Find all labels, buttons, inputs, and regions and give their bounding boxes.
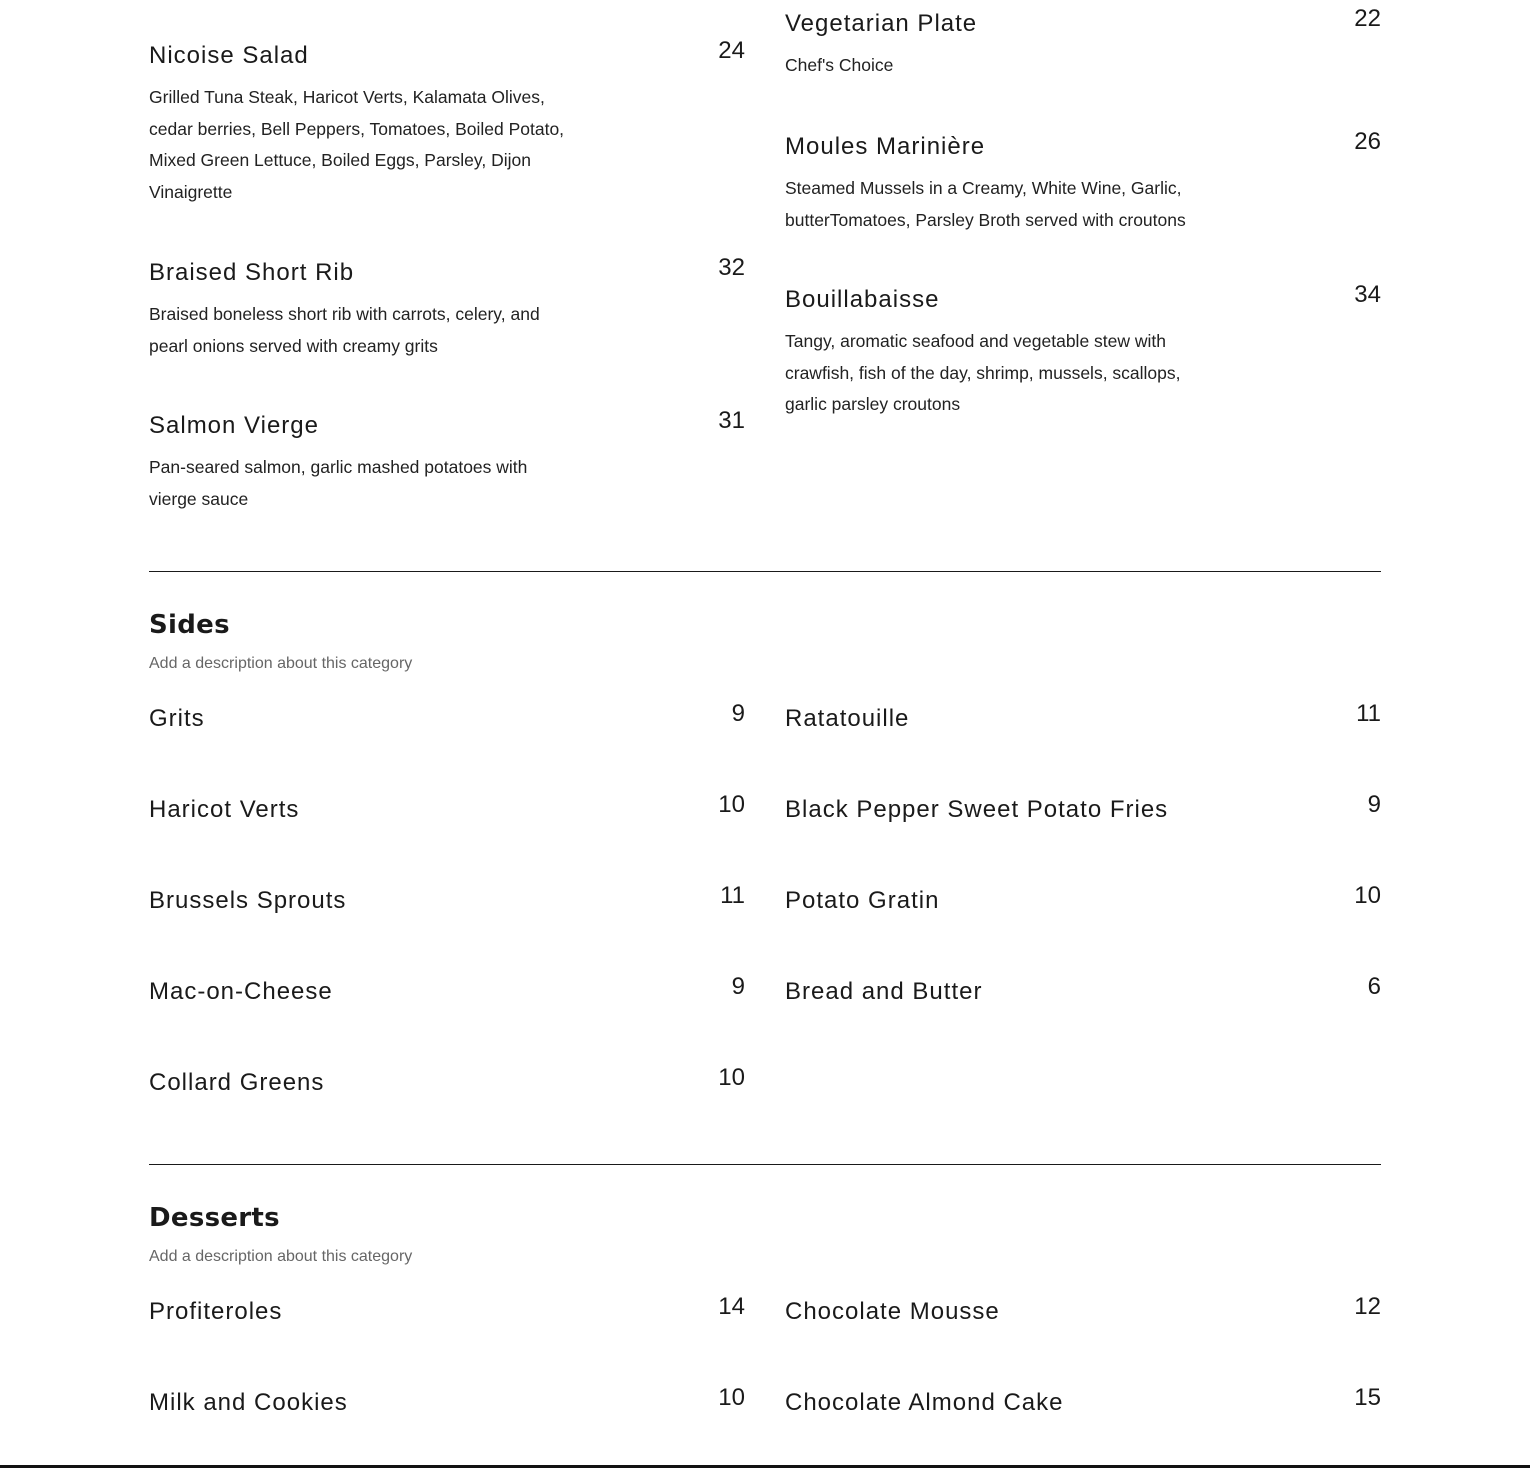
item-price: 11 — [720, 882, 745, 909]
item-name: Ratatouille — [785, 705, 910, 732]
category-description: Add a description about this category — [149, 655, 413, 672]
item-price: 10 — [718, 1384, 745, 1411]
item-description: Chef's Choice — [785, 55, 894, 75]
item-price: 11 — [1356, 700, 1381, 727]
item-price: 10 — [718, 1064, 745, 1091]
item-description: Tangy, aromatic seafood and vegetable stew with crawfish, fish of the day, shrimp, mussels, scallops, garlic parsley croutons — [785, 331, 1181, 414]
item-price: 10 — [718, 791, 745, 818]
item-name: Bread and Butter — [785, 978, 983, 1005]
item-name: Brussels Sprouts — [149, 887, 347, 914]
item-name: Black Pepper Sweet Potato Fries — [785, 796, 1169, 823]
item-price: 24 — [718, 37, 745, 64]
item-name: Bouillabaisse — [785, 286, 940, 313]
item-name: Nicoise Salad — [149, 42, 309, 69]
item-price: 22 — [1354, 5, 1381, 32]
item-name: Moules Marinière — [785, 133, 986, 160]
item-price: 9 — [731, 973, 745, 1000]
item-price: 15 — [1354, 1384, 1381, 1411]
item-price: 31 — [718, 407, 745, 434]
item-price: 32 — [718, 254, 745, 281]
item-price: 34 — [1354, 281, 1381, 308]
category-description: Add a description about this category — [149, 1248, 413, 1265]
item-price: 9 — [731, 700, 745, 727]
item-name: Profiteroles — [149, 1298, 283, 1325]
item-price: 6 — [1367, 973, 1381, 1000]
item-description: Pan-seared salmon, garlic mashed potatoes with vierge sauce — [149, 457, 528, 509]
item-name: Salmon Vierge — [149, 412, 319, 439]
item-price: 14 — [718, 1293, 745, 1320]
item-name: Braised Short Rib — [149, 259, 355, 286]
item-name: Potato Gratin — [785, 887, 940, 914]
category-title: Desserts — [149, 1203, 280, 1233]
item-price: 9 — [1367, 791, 1381, 818]
item-name: Milk and Cookies — [149, 1389, 348, 1416]
section-divider — [149, 571, 1381, 572]
item-name: Mac-on-Cheese — [149, 978, 333, 1005]
item-name: Haricot Verts — [149, 796, 300, 823]
section-divider — [149, 1164, 1381, 1165]
item-name: Grits — [149, 705, 205, 732]
category-title: Sides — [149, 610, 230, 640]
item-price: 26 — [1354, 128, 1381, 155]
item-name: Collard Greens — [149, 1069, 325, 1096]
item-price: 10 — [1354, 882, 1381, 909]
item-name: Vegetarian Plate — [785, 10, 978, 37]
item-description: Braised boneless short rib with carrots, celery, and pearl onions served with creamy grits — [149, 304, 540, 356]
item-name: Chocolate Almond Cake — [785, 1389, 1064, 1416]
item-price: 12 — [1354, 1293, 1381, 1320]
item-description: Grilled Tuna Steak, Haricot Verts, Kalamata Olives, cedar berries, Bell Peppers, Tomatoes, Boiled Potato, Mixed Green Lettuce, Boiled Eggs, Parsley, Dijon Vinaigrette — [149, 87, 565, 202]
item-description: Steamed Mussels in a Creamy, White Wine, Garlic, butterTomatoes, Parsley Broth served with croutons — [785, 178, 1186, 230]
item-name: Chocolate Mousse — [785, 1298, 1000, 1325]
